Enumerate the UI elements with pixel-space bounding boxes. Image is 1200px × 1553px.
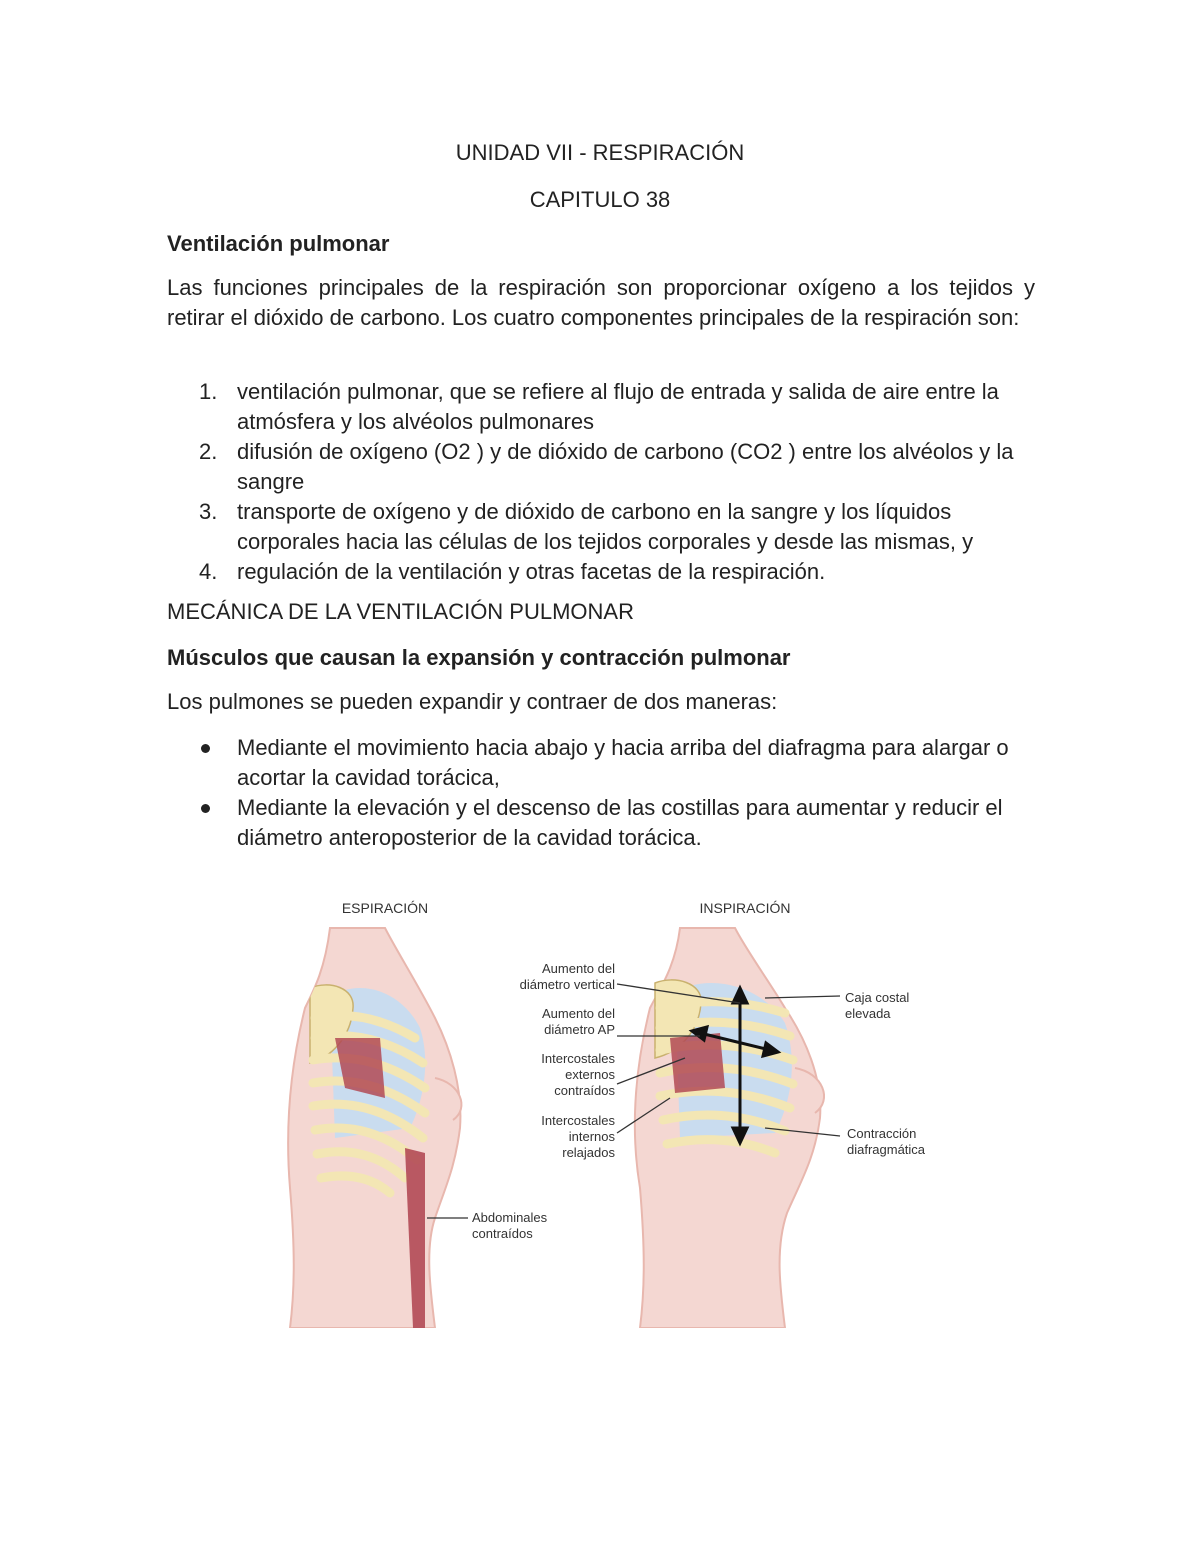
subheading-muscles: Músculos que causan la expansión y contracción pulmonar xyxy=(167,645,791,670)
list-number: 1. xyxy=(199,379,218,404)
label-abdominals: Abdominales xyxy=(472,1210,548,1225)
label-ap-diameter: Aumento del xyxy=(542,1006,615,1021)
inspiration-title: INSPIRACIÓN xyxy=(699,900,791,916)
bullet-item xyxy=(167,793,1035,853)
section-heading-mechanics: MECÁNICA DE LA VENTILACIÓN PULMONAR xyxy=(167,599,634,624)
list-text: ventilación pulmonar, que se refiere al flujo de entrada y salida de aire entre la atmósfera y los alvéolos pulmonares xyxy=(237,379,999,434)
bullet-text: Mediante la elevación y el descenso de las costillas para aumentar y reducir el diámetro anteroposterior de la cavidad torácica. xyxy=(237,795,1003,850)
label-vertical-diameter-2: diámetro vertical xyxy=(519,977,615,992)
label-internal-intercostals: Intercostales xyxy=(541,1113,615,1128)
methods-list xyxy=(167,733,1035,853)
label-rib-cage: Caja costal xyxy=(845,990,910,1005)
label-diaphragm: Contracción xyxy=(847,1126,917,1141)
list-number: 4. xyxy=(199,559,218,584)
bullet-icon xyxy=(201,804,210,813)
section-heading-ventilation: Ventilación pulmonar xyxy=(167,231,390,256)
list-text: transporte de oxígeno y de dióxido de carbono en la sangre y los líquidos corporales hacia las células de los tejidos corporales y desde las mismas, y xyxy=(237,499,974,554)
components-list xyxy=(167,377,1035,587)
bullet-item xyxy=(167,733,1035,793)
label-abdominals-2: contraídos xyxy=(472,1226,533,1241)
label-ap-diameter-2: diámetro AP xyxy=(544,1022,615,1037)
label-diaphragm-2: diafragmática xyxy=(847,1142,926,1157)
list-item xyxy=(167,377,1035,437)
list-number: 2. xyxy=(199,439,218,464)
label-internal-intercostals-3: relajados xyxy=(562,1145,615,1160)
list-number: 3. xyxy=(199,499,218,524)
label-external-intercostals-3: contraídos xyxy=(554,1083,615,1098)
bullet-icon xyxy=(201,744,210,753)
expiration-title: ESPIRACIÓN xyxy=(341,900,429,916)
unit-title: UNIDAD VII - RESPIRACIÓN xyxy=(455,140,745,165)
inspiration-torso xyxy=(635,928,824,1328)
expiration-torso xyxy=(288,928,461,1328)
chapter-title: CAPITULO 38 xyxy=(529,187,671,212)
list-text: regulación de la ventilación y otras facetas de la respiración. xyxy=(237,559,826,584)
breathing-mechanics-figure xyxy=(285,888,965,1328)
list-item xyxy=(167,557,1035,587)
list-item xyxy=(167,437,1035,497)
right-intercostal-muscles xyxy=(670,1033,725,1093)
list-item xyxy=(167,497,1035,557)
muscles-intro: Los pulmones se pueden expandir y contraer de dos maneras: xyxy=(167,689,778,714)
label-external-intercostals: Intercostales xyxy=(541,1051,615,1066)
bullet-text: Mediante el movimiento hacia abajo y hacia arriba del diafragma para alargar o acortar la cavidad torácica, xyxy=(237,735,1009,790)
label-rib-cage-2: elevada xyxy=(845,1006,891,1021)
intro-paragraph: Las funciones principales de la respiración son proporcionar oxígeno a los tejidos y retirar el dióxido de carbono. Los cuatro componentes principales de la respiración son: xyxy=(167,275,1035,330)
list-text: difusión de oxígeno (O2 ) y de dióxido de carbono (CO2 ) entre los alvéolos y la sangre xyxy=(237,439,1014,494)
label-vertical-diameter: Aumento del xyxy=(542,961,615,976)
label-external-intercostals-2: externos xyxy=(565,1067,615,1082)
label-internal-intercostals-2: internos xyxy=(568,1129,615,1144)
